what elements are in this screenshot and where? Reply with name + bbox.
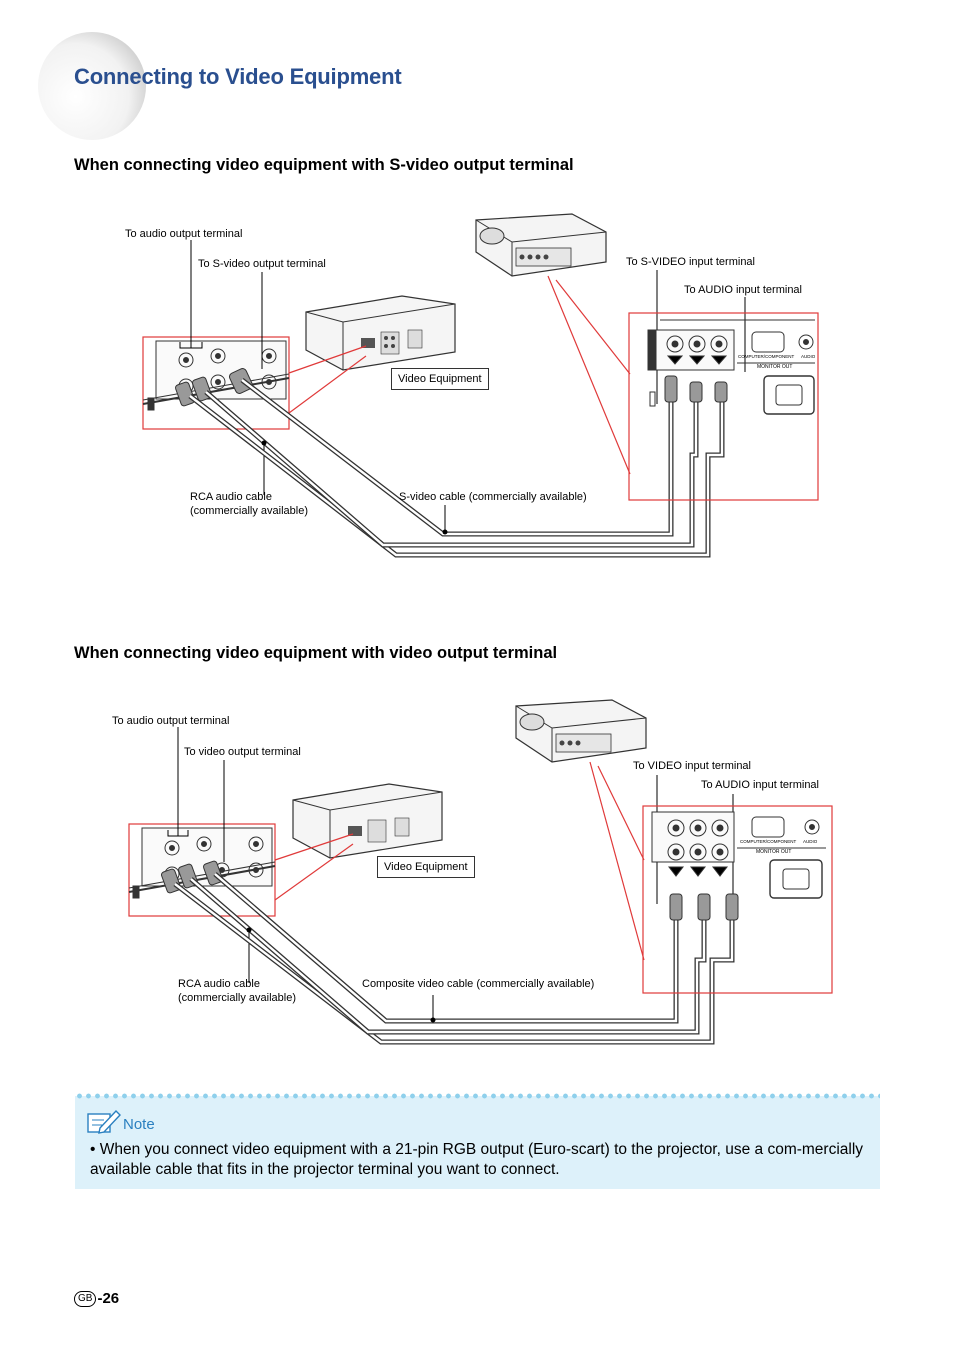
page-number-value: -26 [97,1290,120,1307]
note-text: • When you connect video equipment with a 21-pin RGB output (Euro-scart) to the projector, use a com-mercially available cable that fits in the projector terminal you want to connect. [90,1141,864,1178]
section-heading-composite: When connecting video equipment with video output terminal [74,644,558,662]
label-video-output: To S-video output terminal [198,258,326,270]
power-inlet-icon [770,860,822,898]
page-title: Connecting to Video Equipment [74,64,402,89]
note-heading: Note [123,1116,155,1133]
panel-computer-text: COMPUTER/COMPONENT [738,354,795,359]
projector-terminal-panel [652,812,826,898]
label-audio-output: To audio output terminal [112,715,230,727]
panel-audio-text: AUDIO [801,354,816,359]
label-audio-input: To AUDIO input terminal [684,284,802,296]
label-rca-cable-line1: RCA audio cable [190,491,272,503]
label-video-input: To VIDEO input terminal [633,760,751,772]
label-video-output: To video output terminal [184,746,301,758]
pencil-note-icon [86,1108,122,1136]
projector-icon [516,700,646,762]
region-badge: GB [74,1291,96,1307]
section-heading-svideo: When connecting video equipment with S-video output terminal [74,156,574,174]
panel-monitor-out-text: MONITOR OUT [757,364,793,370]
panel-audio-text: AUDIO [803,839,818,844]
label-video-cable: Composite video cable (commercially available) [362,978,595,990]
label-rca-cable [178,977,296,1005]
note-dotted-border [75,1092,880,1100]
label-rca-cable-line2: (commercially available) [190,505,308,517]
label-video-equipment: Video Equipment [377,856,475,878]
label-audio-output: To audio output terminal [125,228,243,240]
label-video-cable: S-video cable (commercially available) [399,491,587,503]
panel-computer-text: COMPUTER/COMPONENT [740,839,797,844]
projector-plugs [669,867,738,920]
label-audio-input: To AUDIO input terminal [701,779,819,791]
label-video-input: To S-VIDEO input terminal [626,256,755,268]
panel-monitor-out-text: MONITOR OUT [756,849,792,855]
page-number [74,1290,119,1307]
label-video-equipment: Video Equipment [391,368,489,390]
label-rca-cable-line2: (commercially available) [178,992,296,1004]
label-rca-cable-line1: RCA audio cable [178,978,260,990]
